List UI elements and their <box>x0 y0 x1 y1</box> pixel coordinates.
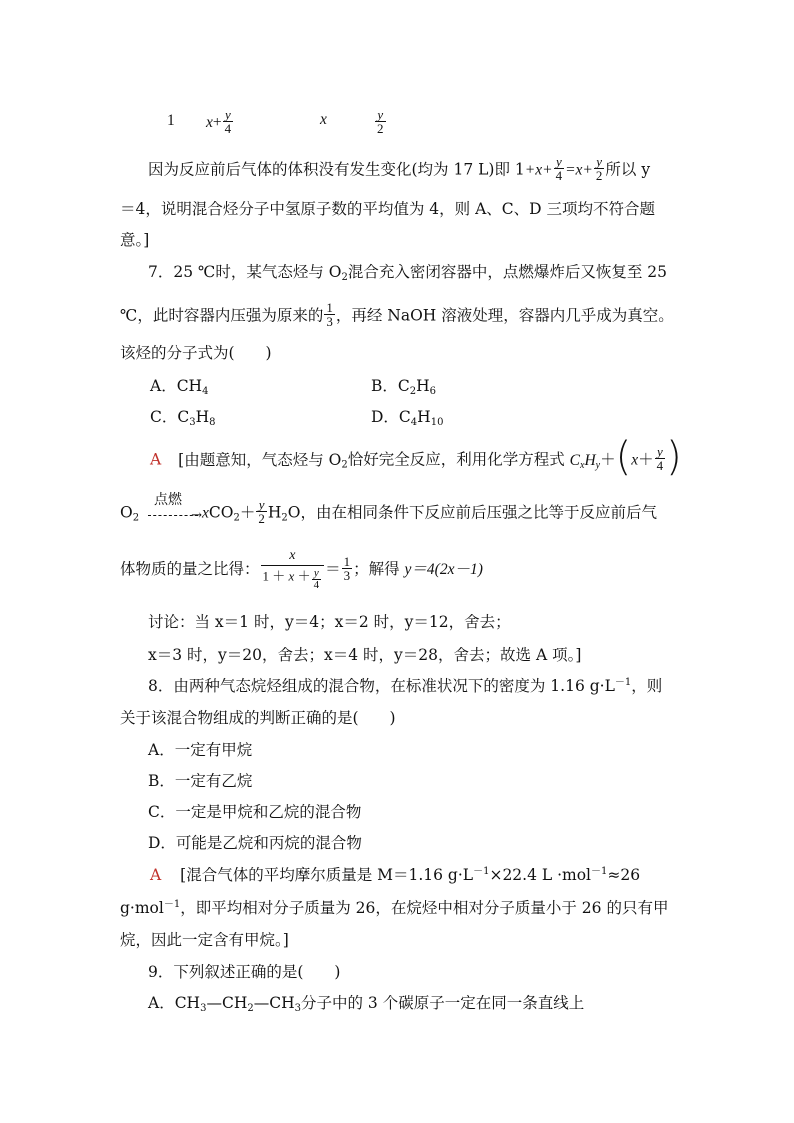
q7-explanation-line-2: $O_2$ 点燃 → xCO$_2$＋ $\frac{y}{2}$ $H_2O$，由在相同条件下反应前后压强之比等于反应前后气 <box>120 491 658 526</box>
q8-stem-line-2: 关于该混合物组成的判断正确的是( ) <box>120 709 396 727</box>
table-cell-x: x <box>320 111 327 128</box>
q7-explanation-line-4: 讨论：当 x＝1 时，y＝4；x＝2 时，y＝12，舍去； <box>148 613 511 631</box>
fraction: $\frac{y}{4}$ <box>656 444 664 473</box>
fraction: $\frac{y}{4}$ <box>224 107 232 136</box>
q7-option-b: B．$C_2H_6$ <box>371 377 437 397</box>
q9-option-a: A．$CH_3—CH_2—CH_3$分子中的 3 个碳原子一定在同一条直线上 <box>148 994 585 1014</box>
q7-explanation-line-3: 体物质的量之比得： x 1 ＋ x ＋ $\frac{y}{4}$ ＝ $\frac{1}{3}$ ；解得 y＝4(2x－1) <box>120 548 483 591</box>
q7-explanation-line-1: A [由题意知，气态烃与 $O_2$恰好完全反应，利用化学方程式 $C_xH_y+(x+$ $\frac{y}{4}$ ) <box>150 433 682 480</box>
q7-stem-line-1: 7．25 ℃时，某气态烃与 $O_2$混合充入密闭容器中，点燃爆炸后又恢复至 25 <box>148 263 668 283</box>
q8-stem-line-1: 8．由两种气态烷烃组成的混合物，在标准状况下的密度为 1.16 $g\cdot L^{-1}$，则 <box>148 677 663 695</box>
reaction-arrow: 点燃 → <box>144 504 202 524</box>
table-cell-sum: x+ $\frac{y}{4}$ <box>206 107 232 136</box>
fraction: $\frac{y}{2}$ <box>258 497 265 526</box>
fraction: x 1 ＋ x ＋ $\frac{y}{4}$ <box>261 547 325 589</box>
q8-explanation-line-2: g·mol$^{-1}$，即平均相对分子质量为 26，在烷烃中相对分子质量小于 26 的只有甲 <box>120 899 669 917</box>
q8-explanation-line-3: 烷，因此一定含有甲烷。] <box>120 931 289 949</box>
fraction: $\frac{y}{2}$ <box>377 107 384 136</box>
reason-line-2: ＝4，说明混合烃分子中氢原子数的平均值为 4，则 A、C、D 三项均不符合题 <box>120 200 655 218</box>
q9-stem: 9．下列叙述正确的是( ) <box>148 963 341 981</box>
q8-answer: A <box>150 866 162 884</box>
q7-stem-line-3: 该烃的分子式为( ) <box>120 344 272 362</box>
q7-answer: A <box>150 450 162 469</box>
q8-option-c: C．一定是甲烷和乙烷的混合物 <box>148 803 362 821</box>
q8-explanation-line-1: A [混合气体的平均摩尔质量是 M＝1.16 $g\cdot L^{-1}\times 22.4$ L ·mol$^{-1}$≈26 <box>150 866 641 884</box>
reason-line-3: 意。] <box>120 231 150 249</box>
table-row: 1 <box>167 112 175 129</box>
q7-explanation-line-5: x＝3 时，y＝20，舍去；x＝4 时，y＝28，舍去；故选 A 项。] <box>148 646 582 664</box>
q7-stem-line-2: ℃，此时容器内压强为原来的 $\frac{1}{3}$ ，再经 NaOH 溶液处理，容器内几乎成为真空。 <box>120 300 674 329</box>
q7-option-a: A．$CH_4$ <box>150 377 209 397</box>
q8-option-a: A．一定有甲烷 <box>148 741 253 759</box>
q7-option-d: D．$C_4H_{10}$ <box>371 408 444 428</box>
reason-line-1: 因为反应前后气体的体积没有发生变化(均为 17 L)即 1+x+ $\frac{y}{4}$ =x+ $\frac{y}{2}$ 所以 y <box>148 154 651 183</box>
fraction: $\frac{1}{3}$ <box>343 553 351 583</box>
q7-option-c: C．$C_3H_8$ <box>150 408 216 428</box>
fraction: $\frac{1}{3}$ <box>326 300 333 329</box>
fraction: $\frac{y}{2}$ <box>595 154 603 183</box>
table-cell-frac <box>374 107 387 137</box>
q8-option-d: D．可能是乙烷和丙烷的混合物 <box>148 834 362 852</box>
fraction: $\frac{y}{4}$ <box>555 154 563 183</box>
q8-option-b: B．一定有乙烷 <box>148 772 253 790</box>
